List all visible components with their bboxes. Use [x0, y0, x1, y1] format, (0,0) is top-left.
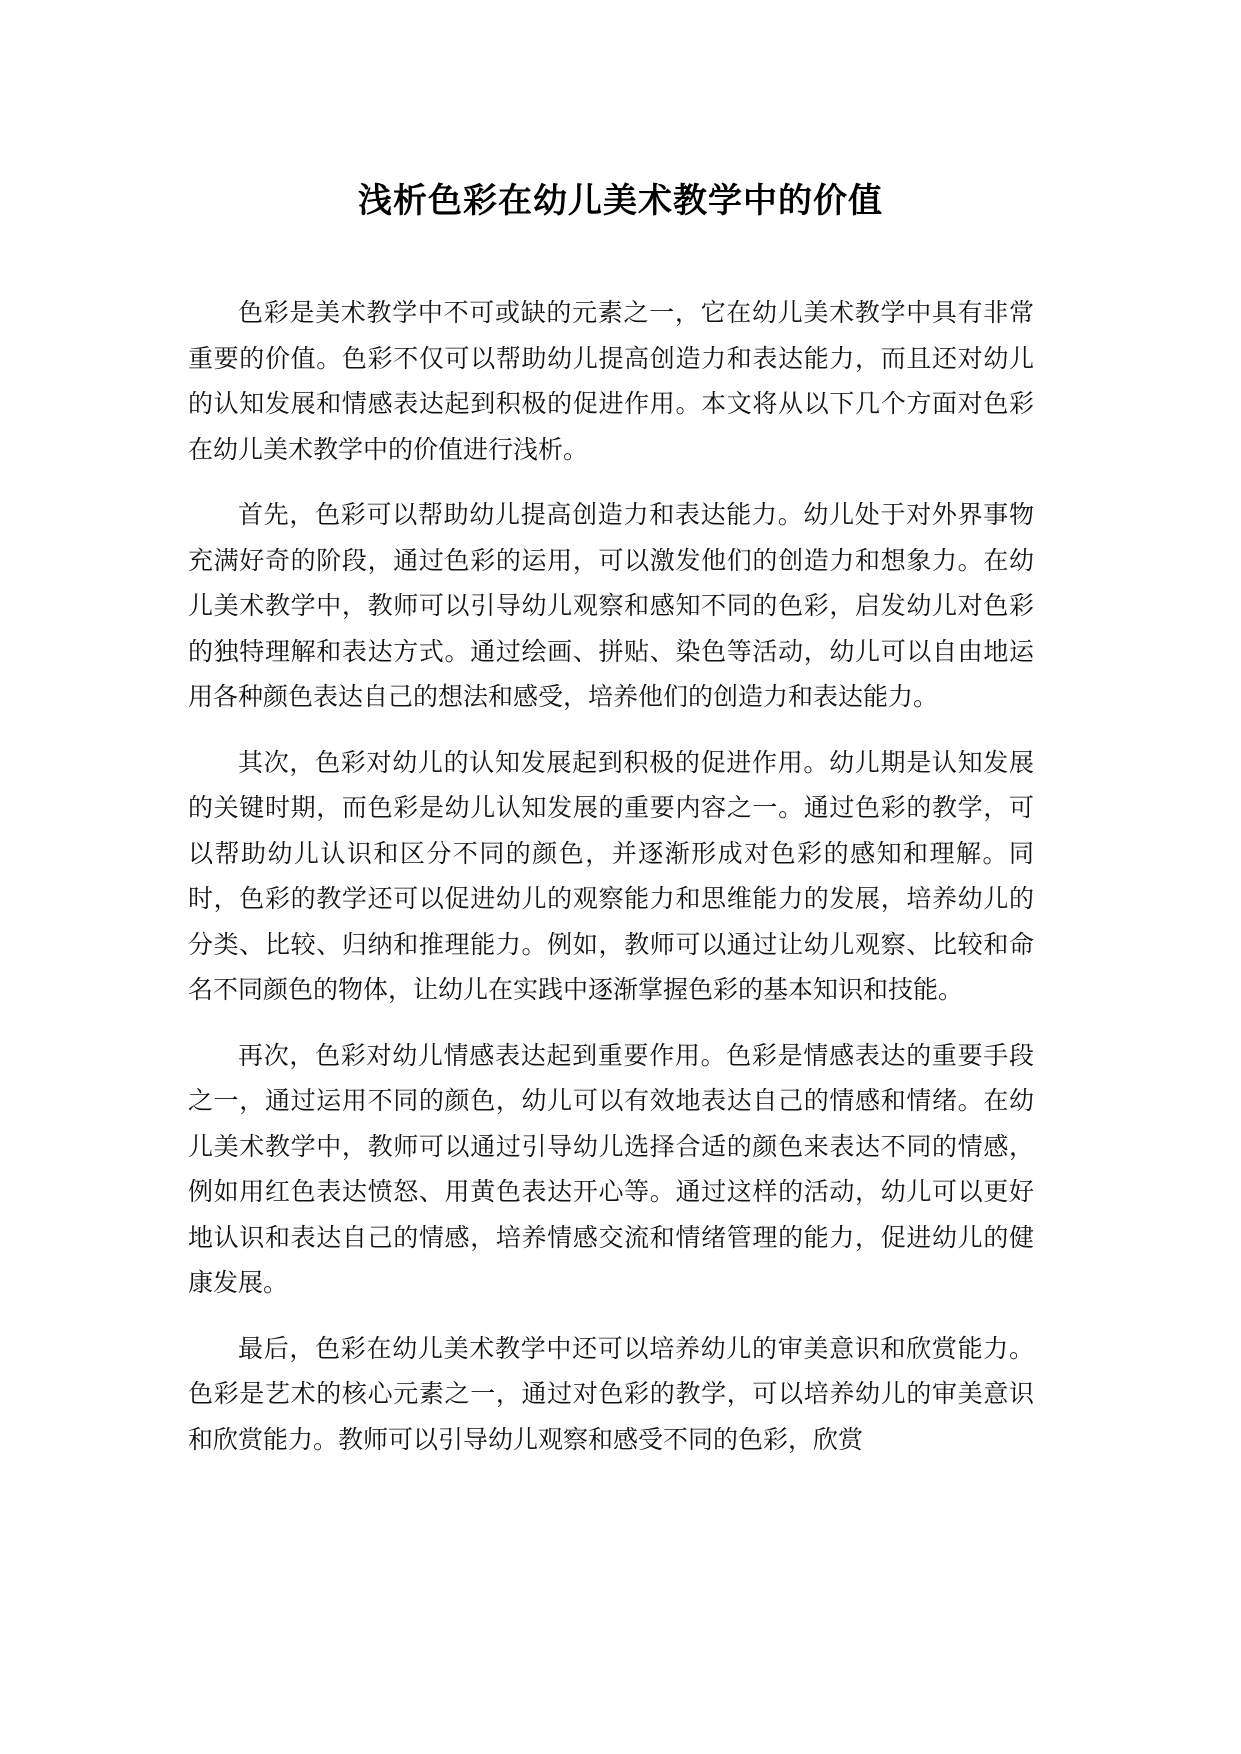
paragraph-first: 首先，色彩可以帮助幼儿提高创造力和表达能力。幼儿处于对外界事物充满好奇的阶段，通过色彩的运用，可以激发他们的创造力和想象力。在幼儿美术教学中，教师可以引导幼儿观察和感知不同的色彩，启发幼儿对色彩的独特理解和表达方式。通过绘画、拼贴、染色等活动，幼儿可以自由地运用各种颜色表达自己的想法和感受，培养他们的创造力和表达能力。	[188, 500, 1034, 711]
paragraph-second: 其次，色彩对幼儿的认知发展起到积极的促进作用。幼儿期是认知发展的关键时期，而色彩是幼儿认知发展的重要内容之一。通过色彩的教学，可以帮助幼儿认识和区分不同的颜色，并逐渐形成对色彩的感知和理解。同时，色彩的教学还可以促进幼儿的观察能力和思维能力的发展，培养幼儿的分类、比较、归纳和推理能力。例如，教师可以通过让幼儿观察、比较和命名不同颜色的物体，让幼儿在实践中逐渐掌握色彩的基本知识和技能。	[188, 747, 1034, 1004]
document-title: 浅析色彩在幼儿美术教学中的价值	[358, 181, 883, 221]
paragraph-intro: 色彩是美术教学中不可或缺的元素之一，它在幼儿美术教学中具有非常重要的价值。色彩不仅可以帮助幼儿提高创造力和表达能力，而且还对幼儿的认知发展和情感表达起到积极的促进作用。本文将从以下几个方面对色彩在幼儿美术教学中的价值进行浅析。	[188, 298, 1034, 464]
paragraph-last: 最后，色彩在幼儿美术教学中还可以培养幼儿的审美意识和欣赏能力。色彩是艺术的核心元素之一，通过对色彩的教学，可以培养幼儿的审美意识和欣赏能力。教师可以引导幼儿观察和感受不同的色彩，欣赏	[188, 1333, 1034, 1454]
document-body	[188, 290, 1034, 1482]
paragraph-third: 再次，色彩对幼儿情感表达起到重要作用。色彩是情感表达的重要手段之一，通过运用不同的颜色，幼儿可以有效地表达自己的情感和情绪。在幼儿美术教学中，教师可以通过引导幼儿选择合适的颜色来表达不同的情感，例如用红色表达愤怒、用黄色表达开心等。通过这样的活动，幼儿可以更好地认识和表达自己的情感，培养情感交流和情绪管理的能力，促进幼儿的健康发展。	[188, 1040, 1034, 1297]
